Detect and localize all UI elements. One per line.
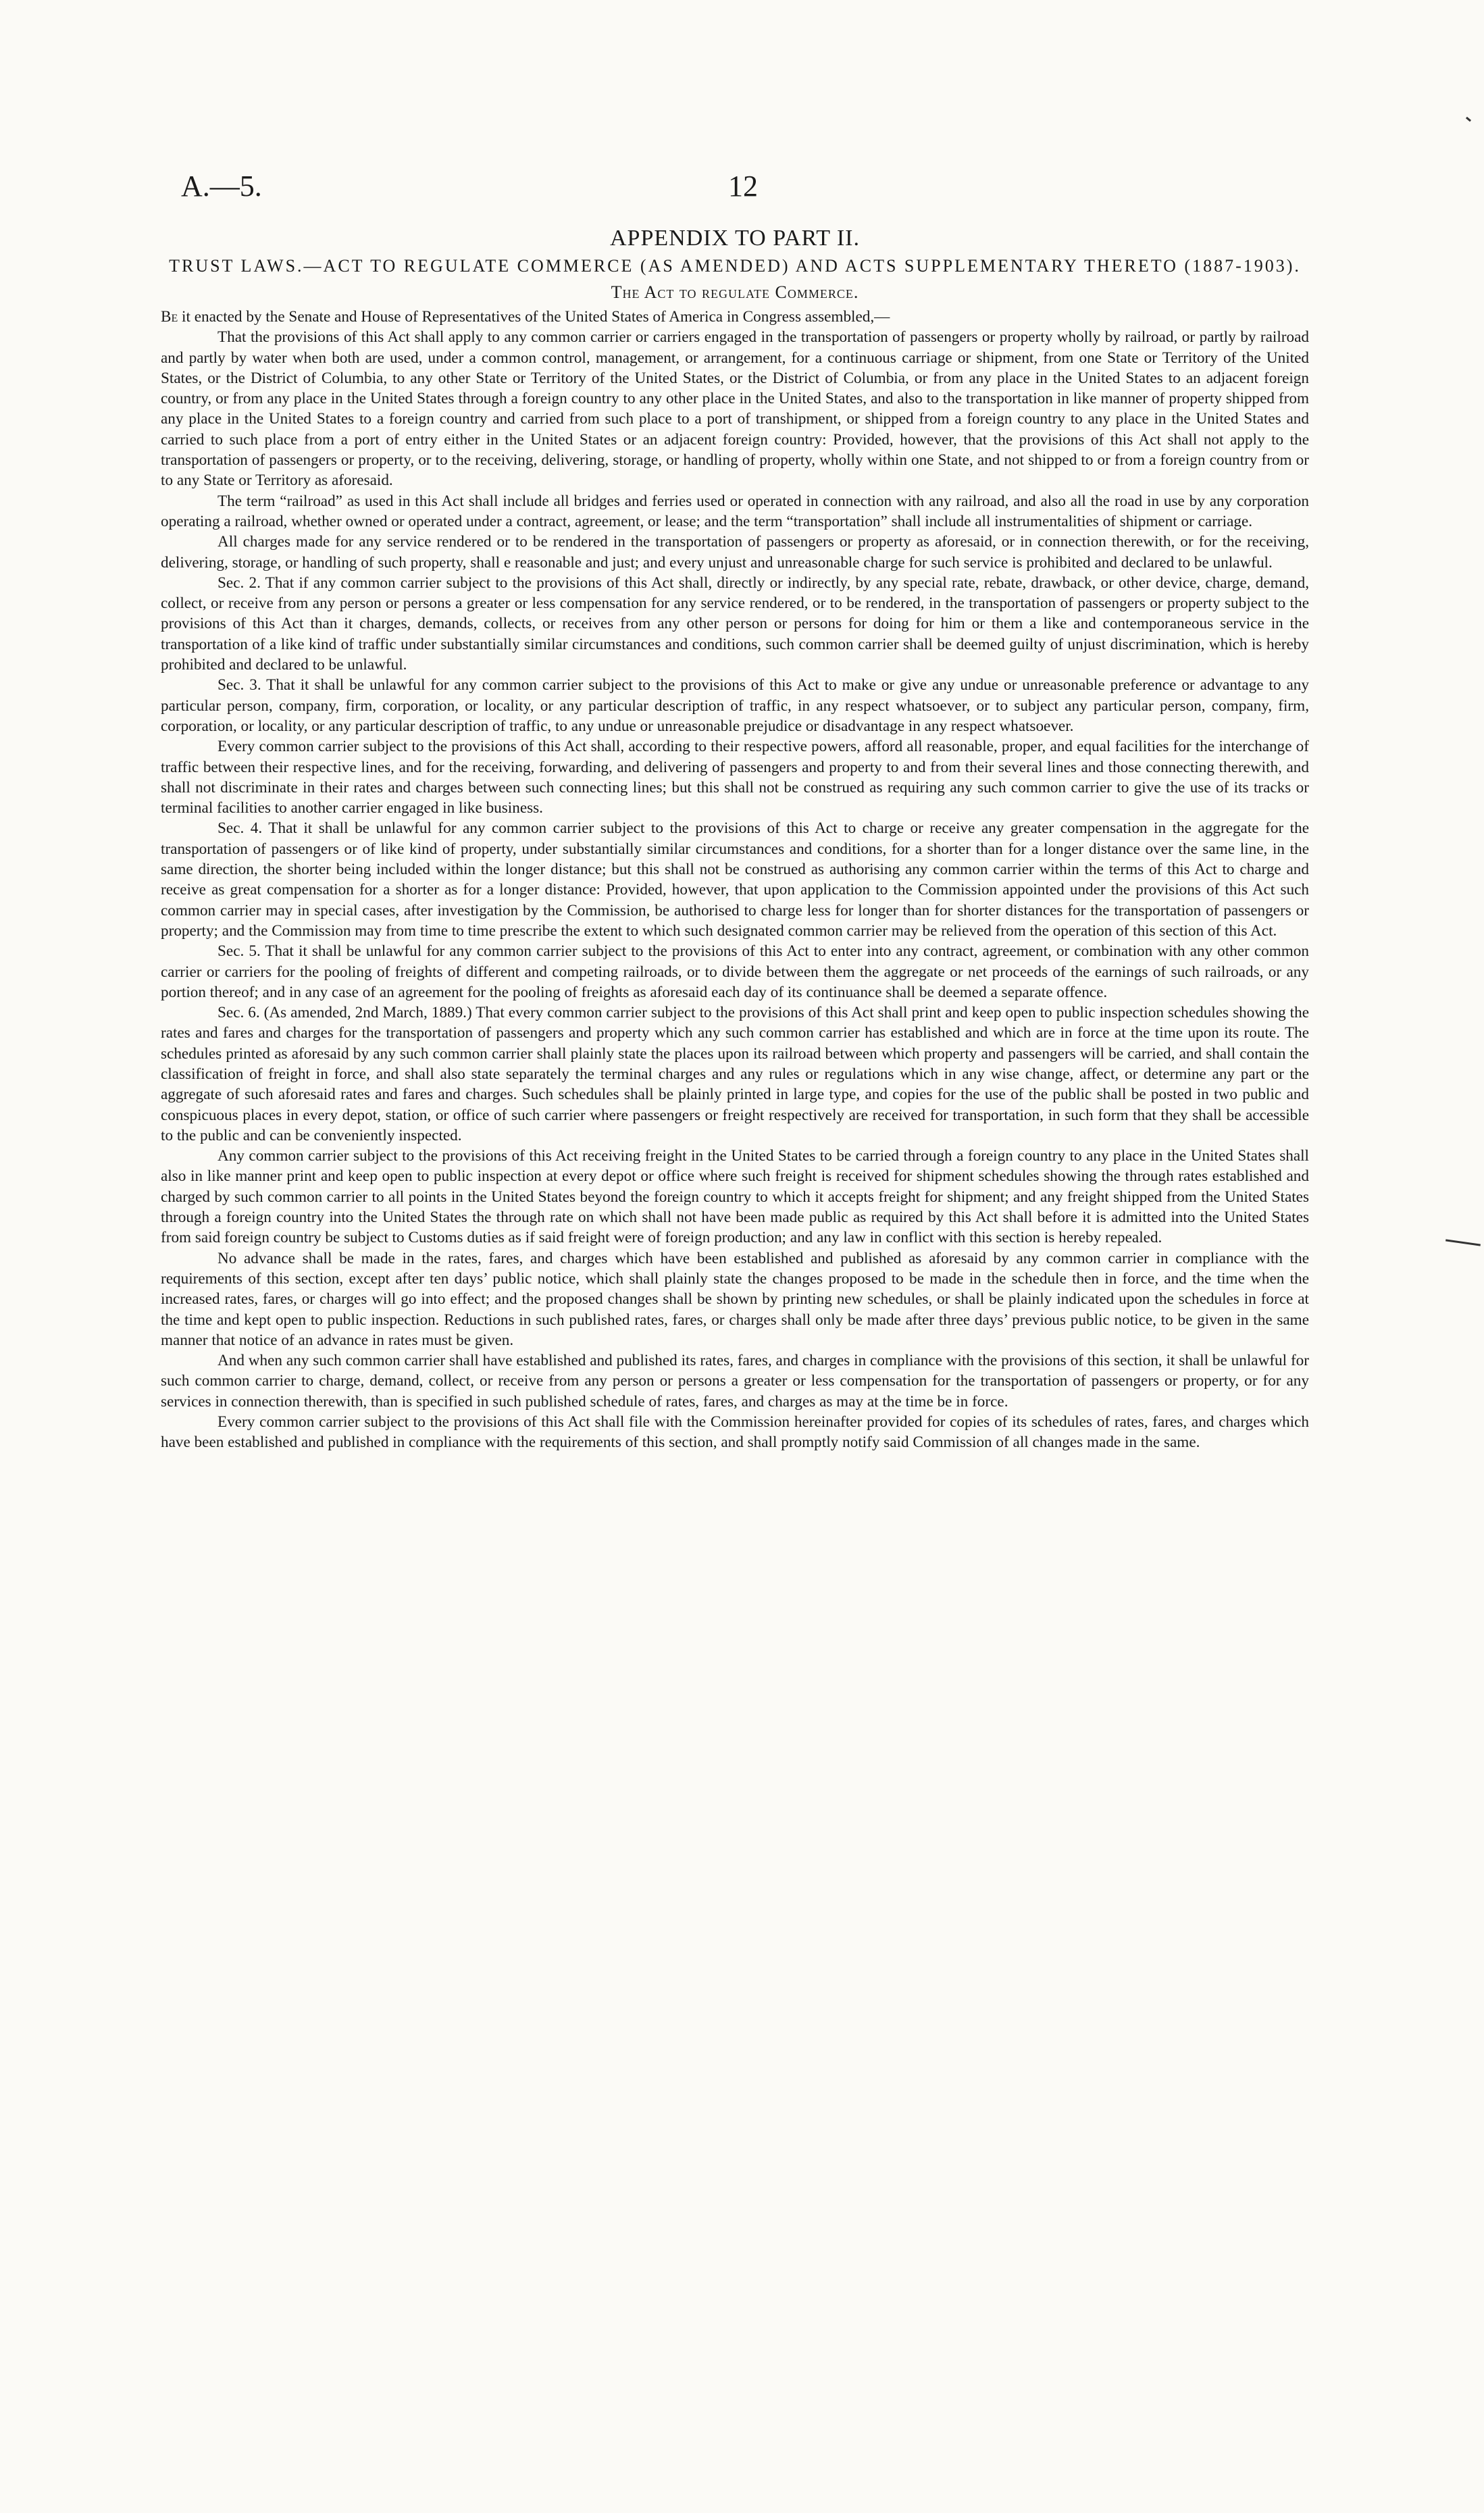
- appendix-heading: APPENDIX TO PART II.: [610, 226, 860, 251]
- paragraph: And when any such common carrier shall have established and published its rates, fares, and charges in compliance with the provisions of this section, it shall be unlawful for such common carrier to charge, demand, collect, or receive from any person or persons a greater or less compensation for the transportation of passengers or property, or for any services in connection therewith, than is specified in such published schedule of rates, fares, and charges as may at the time be in force.: [161, 1352, 1309, 1411]
- body-text: [161, 307, 1309, 1453]
- paragraph: Sec. 5. That it shall be unlawful for any common carrier subject to the provisions of this Act to enter into any contract, agreement, or combination with any other common carrier or carriers for the pooling of freights of different and competing railroads, or to divide between them the aggregate or net proceeds of the earnings of such railroads, or any portion thereof; and in any case of an agreement for the pooling of freights as aforesaid each day of its continuance shall be deemed a separate offence.: [161, 942, 1309, 1001]
- paragraph: No advance shall be made in the rates, fares, and charges which have been established and published as aforesaid by any common carrier in compliance with the requirements of this section, except after ten days’ public notice, which shall plainly state the changes proposed to be made in the schedule then in force, and the time when the increased rates, fares, or charges will go into effect; and the proposed changes shall be shown by printing new schedules, or shall be plainly indicated upon the schedules in force at the time and kept open to public inspection. Reductions in such published rates, fares, or charges shall only be made after three days’ previous public notice, to be given in the same manner that notice of an advance in rates must be given.: [161, 1249, 1309, 1349]
- paragraph: That the provisions of this Act shall apply to any common carrier or carriers engaged in the transportation of passengers or property wholly by railroad, or partly by railroad and partly by water when both are used, under a common control, management, or arrangement, for a continuous carriage or shipment, from one State or Territory of the United States, or the District of Columbia, to any other State or Territory of the United States, or the District of Columbia, or from any place in the United States to an adjacent foreign country, or from any place in the United States through a foreign country to any other place in the United States, and also to the transportation in like manner of property shipped from any place in the United States to a foreign country and carried from such place to a port of transhipment, or shipped from a foreign country to any place in the United States and carried to such place from a port of entry either in the United States or an adjacent foreign country: Provided, however, that the provisions of this Act shall not apply to the transportation of passengers or property, or to the receiving, delivering, storage, or handling of property, wholly within one State, and not shipped to or from a foreign country from or to any State or Territory as aforesaid.: [161, 328, 1309, 490]
- page-header: [161, 169, 1309, 223]
- enacting-clause-text: it enacted by the Senate and House of Representatives of the United States of America in Congress assembled,—: [182, 308, 890, 326]
- margin-mark: [1445, 1239, 1481, 1246]
- paragraph: Sec. 6. (As amended, 2nd March, 1889.) That every common carrier subject to the provisions of this Act shall print and keep open to public inspection schedules showing the rates and fares and charges for the transportation of passengers and property which any such common carrier has established and which are in force at the time upon its route. The schedules printed as aforesaid by any such common carrier shall plainly state the places upon its railroad between which property and passengers will be carried, and shall contain the classification of freight in force, and shall also state separately the terminal charges and any rules or regulations which in any wise change, affect, or determine any part or the aggregate of such aforesaid rates and fares and charges. Such schedules shall be plainly printed in large type, and copies for the use of the public shall be posted in two public and conspicuous places in every depot, station, or office of such carrier where passengers or freight respectively are received for transportation, in such form that they shall be accessible to the public and can be conveniently inspected.: [161, 1004, 1309, 1144]
- paragraph: The term “railroad” as used in this Act shall include all bridges and ferries used or operated in connection with any railroad, and also all the road in use by any corporation operating a railroad, whether owned or operated under a contract, agreement, or lease; and the term “transportation” shall include all instrumentalities of shipment or carriage.: [161, 492, 1309, 530]
- document-title: TRUST LAWS.—ACT TO REGULATE COMMERCE (AS AMENDED) AND ACTS SUPPLEMENTARY THERETO (1887-1903).: [169, 256, 1301, 276]
- paragraph: Every common carrier subject to the provisions of this Act shall, according to their respective powers, afford all reasonable, proper, and equal facilities for the interchange of traffic between their respective lines, and for the receiving, forwarding, and delivering of passengers and property to and from their several lines and those connecting therewith, and shall not discriminate in their rates and charges between such connecting lines; but this shall not be construed as requiring any such common carrier to give the use of its tracks or terminal facilities to another carrier engaged in like business.: [161, 738, 1309, 817]
- enacting-clause-lead: Be: [161, 308, 178, 326]
- paragraph: Sec. 4. That it shall be unlawful for any common carrier subject to the provisions of this Act to charge or receive any greater compensation in the aggregate for the transportation of passengers or of like kind of property, under substantially similar circumstances and conditions, for a shorter than for a longer distance over the same line, in the same direction, the shorter being included within the longer distance; but this shall not be construed as authorising any common carrier within the terms of this Act to charge and receive as great compensation for a shorter as for a longer distance: Provided, however, that upon application to the Commission appointed under the provisions of this Act such common carrier may in special cases, after investigation by the Commission, be authorised to charge less for longer than for shorter distances for the transportation of passengers or property; and the Commission may from time to time prescribe the extent to which such designated common carrier may be relieved from the operation of this section of this Act.: [161, 819, 1309, 940]
- paragraph: Any common carrier subject to the provisions of this Act receiving freight in the United States to be carried through a foreign country to any place in the United States shall also in like manner print and keep open to public inspection at every depot or office where such freight is received for shipment schedules showing the through rates established and charged by such common carrier to all points in the United States beyond the foreign country to which it accepts freight for shipment; and any freight shipped from the United States through a foreign country into the United States the through rate on which shall not have been made public as required by this Act shall before it is admitted into the United States from said foreign country be subject to Customs duties as if said freight were of foreign production; and any law in conflict with this section is hereby repealed.: [161, 1147, 1309, 1247]
- paragraph: All charges made for any service rendered or to be rendered in the transportation of passengers or property as aforesaid, or in connection therewith, or for the receiving, delivering, storage, or handling of such property, shall e reasonable and just; and every unjust and unreasonable charge for such service is prohibited and declared to be unlawful.: [161, 533, 1309, 572]
- enacting-clause: [161, 307, 1309, 327]
- document-subtitle: The Act to regulate Commerce.: [611, 282, 859, 302]
- paragraph: Sec. 2. That if any common carrier subject to the provisions of this Act shall, directly or indirectly, by any special rate, rebate, drawback, or other device, charge, demand, collect, or receive from any person or persons a greater or less compensation for any service rendered, or to be rendered, in the transportation of passengers or property subject to the provisions of this Act than it charges, demands, collects, or receives from any other person or persons for doing for him or them a like and contemporaneous service in the transportation of a like kind of traffic under substantially similar circumstances and conditions, such common carrier shall be deemed guilty of unjust discrimination, which is hereby prohibited and declared to be unlawful.: [161, 574, 1309, 674]
- paragraph: Every common carrier subject to the provisions of this Act shall file with the Commission hereinafter provided for copies of its schedules of rates, fares, and charges which have been established and published in compliance with the requirements of this section, and shall promptly notify said Commission of all changes made in the same.: [161, 1413, 1309, 1452]
- page-number: 12: [728, 170, 758, 203]
- margin-mark: [1466, 117, 1471, 122]
- document-reference: A.—5.: [181, 170, 262, 203]
- paragraph: Sec. 3. That it shall be unlawful for any common carrier subject to the provisions of this Act to make or give any undue or unreasonable preference or advantage to any particular person, company, firm, corporation, or locality, or any particular description of traffic, in any respect whatsoever, or to subject any particular person, company, firm, corporation, or locality, or any particular description of traffic, to any undue or unreasonable prejudice or disadvantage in any respect whatsoever.: [161, 676, 1309, 735]
- document-page: [161, 169, 1309, 1453]
